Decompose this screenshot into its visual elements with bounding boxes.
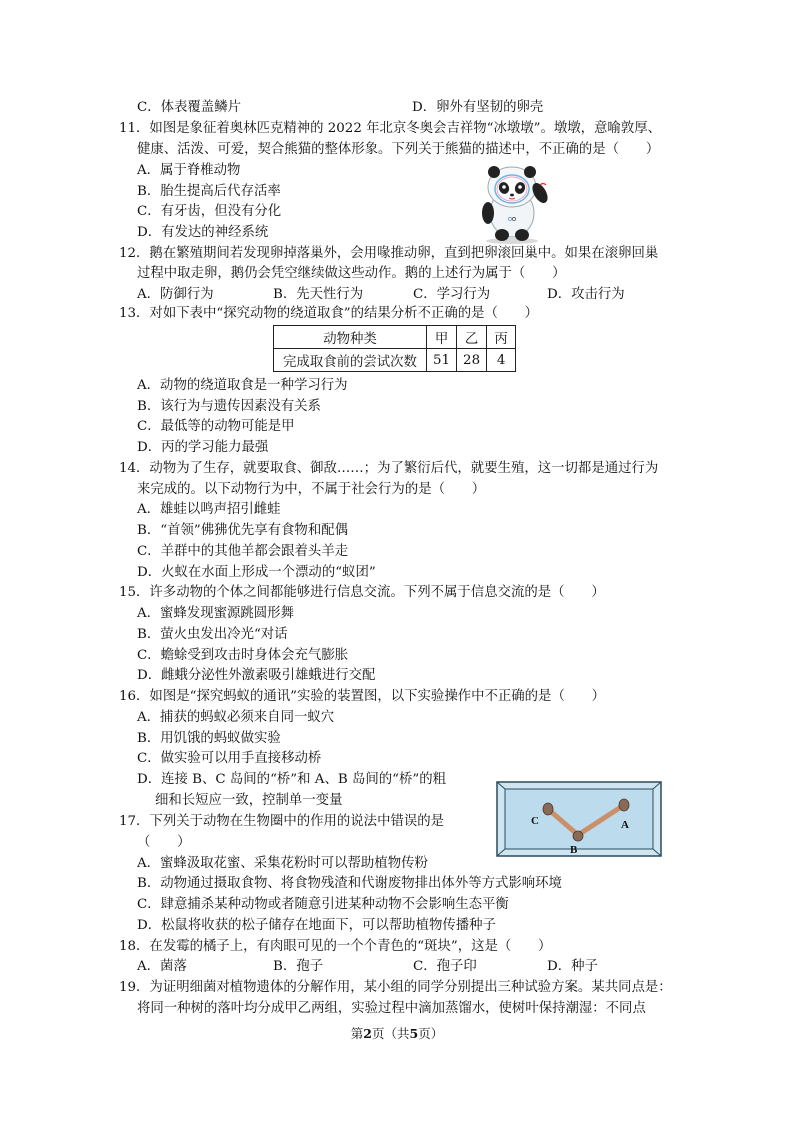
table-row xyxy=(274,326,516,349)
table-cell: 甲 xyxy=(427,326,457,349)
q15-option-b: B．萤火虫发出冷光“对话 xyxy=(137,627,288,642)
q17-option-a: A．蜜蜂汲取花蜜、采集花粉时可以帮助植物传粉 xyxy=(137,856,428,871)
table-row xyxy=(274,349,516,372)
q18-option-c: C．孢子印 xyxy=(413,959,477,974)
q14-option-a: A．雄蛙以鸣声招引雌蛙 xyxy=(137,502,281,517)
q17-stem-line2: （ ） xyxy=(137,835,191,850)
q13-option-b: B．该行为与遗传因素没有关系 xyxy=(137,399,321,414)
table-cell: 完成取食前的尝试次数 xyxy=(274,349,427,372)
table-cell: 动物种类 xyxy=(274,326,427,349)
q11-option-d: D．有发达的神经系统 xyxy=(137,225,269,240)
q16-option-d-cont: 细和长短应一致，控制单一变量 xyxy=(155,793,343,808)
q14-option-b: B．“首领”佛狒优先享有食物和配偶 xyxy=(137,523,348,538)
footer-page-number: 2 xyxy=(363,1026,372,1041)
q13-option-a: A．动物的绕道取食是一种学习行为 xyxy=(137,378,348,393)
q11-stem-line2: 健康、活泼、可爱，契合熊猫的整体形象。下列关于熊猫的描述中，不正确的是（ ） xyxy=(137,142,660,157)
q12-option-b: B．先天性行为 xyxy=(273,287,364,302)
q12-option-d: D．攻击行为 xyxy=(547,287,625,302)
q18-option-b: B．孢子 xyxy=(273,959,324,974)
q10-option-d: D．卵外有坚韧的卵壳 xyxy=(412,100,544,115)
q19-stem-line2: 将同一种树的落叶均分成甲乙两组，实验过程中滴加蒸馏水，使树叶保持潮湿：不同点 xyxy=(137,1001,646,1016)
q16-option-b: B．用饥饿的蚂蚁做实验 xyxy=(137,731,281,746)
q13-stem: 13．对如下表中“探究动物的绕道取食”的结果分析不正确的是（ ） xyxy=(119,306,539,321)
island-label-b: B xyxy=(570,844,578,856)
q17-option-d: D．松鼠将收获的松子储存在地面下，可以帮助植物传播种子 xyxy=(137,918,496,933)
q10-option-c: C．体表覆盖鳞片 xyxy=(137,100,241,115)
q13-option-d: D．丙的学习能力最强 xyxy=(137,440,269,455)
q16-option-d: D．连接 B、C 岛间的“桥”和 A、B 岛间的“桥”的粗 xyxy=(137,772,446,787)
ant-experiment-diagram xyxy=(496,781,662,857)
table-cell: 51 xyxy=(427,349,457,372)
q19-stem-line1: 19．为证明细菌对植物遗体的分解作用，某小组的同学分别提出三种试验方案。某共同点是： xyxy=(119,980,672,995)
q18-option-a: A．菌落 xyxy=(137,959,187,974)
q15-option-c: C．蟾蜍受到攻击时身体会充气膨胀 xyxy=(137,648,349,663)
table-cell: 4 xyxy=(487,349,516,372)
q14-stem-line1: 14．动物为了生存，就要取食、御敌……；为了繁衍后代，就要生殖，这一切都是通过行为 xyxy=(119,461,659,476)
q17-option-b: B．动物通过摄取食物、将食物残渣和代谢废物排出体外等方式影响环境 xyxy=(137,876,562,891)
island-label-c: C xyxy=(531,815,539,827)
q15-option-d: D．雌蛾分泌性外激素吸引雄蛾进行交配 xyxy=(137,668,376,683)
q12-stem-line2: 过程中取走卵，鹅仍会凭空继续做这些动作。鹅的上述行为属于（ ） xyxy=(137,266,566,281)
table-cell: 28 xyxy=(457,349,487,372)
q12-option-a: A．防御行为 xyxy=(137,287,214,302)
island-label-a: A xyxy=(621,819,629,831)
q14-option-d: D．火蚁在水面上形成一个漂动的“蚁团” xyxy=(137,565,376,580)
q12-option-c: C．学习行为 xyxy=(413,287,491,302)
table-cell: 乙 xyxy=(457,326,487,349)
mascot-panda-image xyxy=(470,163,560,245)
footer-prefix: 第 xyxy=(350,1026,364,1041)
q11-option-a: A．属于脊椎动物 xyxy=(137,163,241,178)
q13-option-c: C．最低等的动物可能是甲 xyxy=(137,419,295,434)
q18-option-d: D．种子 xyxy=(547,959,598,974)
table-cell: 丙 xyxy=(487,326,516,349)
q15-option-a: A．蜜蜂发现蜜源跳圆形舞 xyxy=(137,606,294,621)
q11-stem-line1: 11．如图是象征着奥林匹克精神的 2022 年北京冬奥会吉祥物“冰墩墩”。墩墩，意喻敦厚、 xyxy=(119,121,661,136)
q16-option-c: C．做实验可以用手直接移动桥 xyxy=(137,751,322,766)
q16-stem: 16．如图是“探究蚂蚁的通讯”实验的装置图，以下实验操作中不正确的是（ ） xyxy=(119,689,606,704)
q17-option-c: C．肆意捕杀某种动物或者随意引进某种动物不会影响生态平衡 xyxy=(137,897,509,912)
footer-mid: 页（共 xyxy=(371,1026,410,1041)
q14-option-c: C．羊群中的其他羊都会跟着头羊走 xyxy=(137,544,349,559)
footer-total-pages: 5 xyxy=(409,1026,419,1041)
q18-stem: 18．在发霉的橘子上，有肉眼可见的一个个青色的“斑块”，这是（ ） xyxy=(119,939,552,954)
q17-stem-line1: 17．下列关于动物在生物圈中的作用的说法中错误的是 xyxy=(119,814,445,829)
q13-data-table xyxy=(273,325,516,372)
q16-option-a: A．捕获的蚂蚁必须来自同一蚁穴 xyxy=(137,710,335,725)
q14-stem-line2: 来完成的。以下动物行为中，不属于社会行为的是（ ） xyxy=(137,482,486,497)
q15-stem: 15．许多动物的个体之间都能够进行信息交流。下列不属于信息交流的是（ ） xyxy=(119,585,605,600)
q11-option-b: B．胎生提高后代存活率 xyxy=(137,184,281,199)
q12-stem-line1: 12．鹅在繁殖期间若发现卵掉落巢外，会用喙推动卵，直到把卵滚回巢中。如果在滚卵回巢 xyxy=(119,246,659,261)
q11-option-c: C．有牙齿，但没有分化 xyxy=(137,204,282,219)
page-footer xyxy=(0,1024,794,1042)
footer-suffix: 页） xyxy=(418,1026,444,1041)
